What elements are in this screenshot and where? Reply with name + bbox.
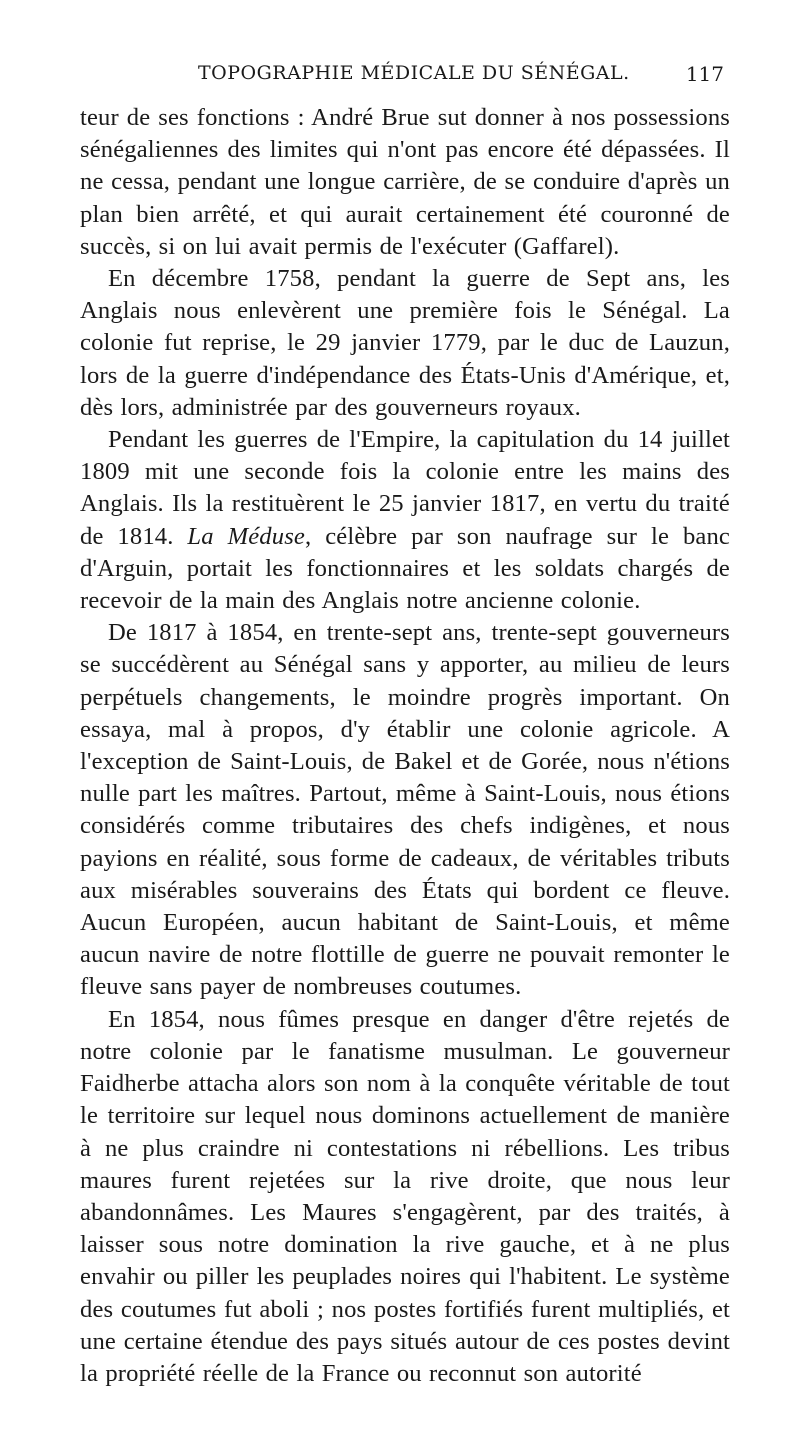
paragraph-1817-1854: De 1817 à 1854, en trente-sept ans, trente-sept gouverneurs se succédèrent au Sénégal sans y apporter, au milieu de leurs perpétuels changements, le moindre progrès important. On essaya, mal à propos, d'y établir une colonie agricole. A l'exception de Saint-Louis, de Bakel et de Gorée, nous n'étions nulle part les maîtres. Partout, même à Saint-Louis, nous étions considérés comme tributaires des chefs indigènes, et nous payions en réalité, sous forme de cadeaux, de véritables tributs aux misérables souverains des États qui bordent ce fleuve. Aucun Européen, aucun habitant de Saint-Louis, et même aucun navire de notre flottille de guerre ne pouvait remonter le fleuve sans payer de nombreuses coutumes. xyxy=(80,619,730,1001)
running-title: TOPOGRAPHIE MÉDICALE DU SÉNÉGAL. xyxy=(198,62,630,84)
body-text xyxy=(80,102,730,1390)
ship-name-italic: La Méduse xyxy=(187,522,305,550)
paragraph-empire xyxy=(80,424,730,617)
paragraph-empire-text-after: , célèbre par son naufrage sur le banc d'Arguin, portait les fonctionnaires et les soldats chargés de recevoir de la main des Anglais notre ancienne colonie. xyxy=(80,522,730,615)
paragraph-1758: En décembre 1758, pendant la guerre de Sept ans, les Anglais nous enlevèrent une première fois le Sénégal. La colonie fut reprise, le 29 janvier 1779, par le duc de Lauzun, lors de la guerre d'indépendance des États-Unis d'Amérique, et, dès lors, administrée par des gouverneurs royaux. xyxy=(80,265,730,421)
paragraph-continuation: teur de ses fonctions : André Brue sut donner à nos possessions sénégaliennes des limites qui n'ont pas encore été dépassées. Il ne cessa, pendant une longue carrière, de se conduire d'après un plan bien arrêté, et qui aurait certainement été couronné de succès, si on lui avait permis de l'exécuter (Gaffarel). xyxy=(80,104,730,260)
page-number: 117 xyxy=(685,62,724,86)
running-head xyxy=(80,62,730,96)
paragraph-empire-text-before: Pendant les guerres de l'Empire, la capitulation du 14 juillet 1809 mit une seconde fois la colonie entre les mains des Anglais. Ils la restituèrent le 25 janvier 1817, en vertu du traité de 1814. xyxy=(80,426,730,550)
paragraph-1854: En 1854, nous fûmes presque en danger d'être rejetés de notre colonie par le fanatisme musulman. Le gouverneur Faidherbe attacha alors son nom à la conquête véritable de tout le territoire sur lequel nous dominons actuellement de manière à ne plus craindre ni contestations ni rébellions. Les tribus maures furent rejetées sur la rive droite, que nous leur abandonnâmes. Les Maures s'engagèrent, par des traités, à laisser sous notre domination la rive gauche, et à ne plus envahir ou piller les peuplades noires qui l'habitent. Le système des coutumes fut aboli ; nos postes fortifiés furent multipliés, et une certaine étendue des pays situés autour de ces postes devint la propriété réelle de la France ou reconnut son autorité xyxy=(80,1005,730,1387)
